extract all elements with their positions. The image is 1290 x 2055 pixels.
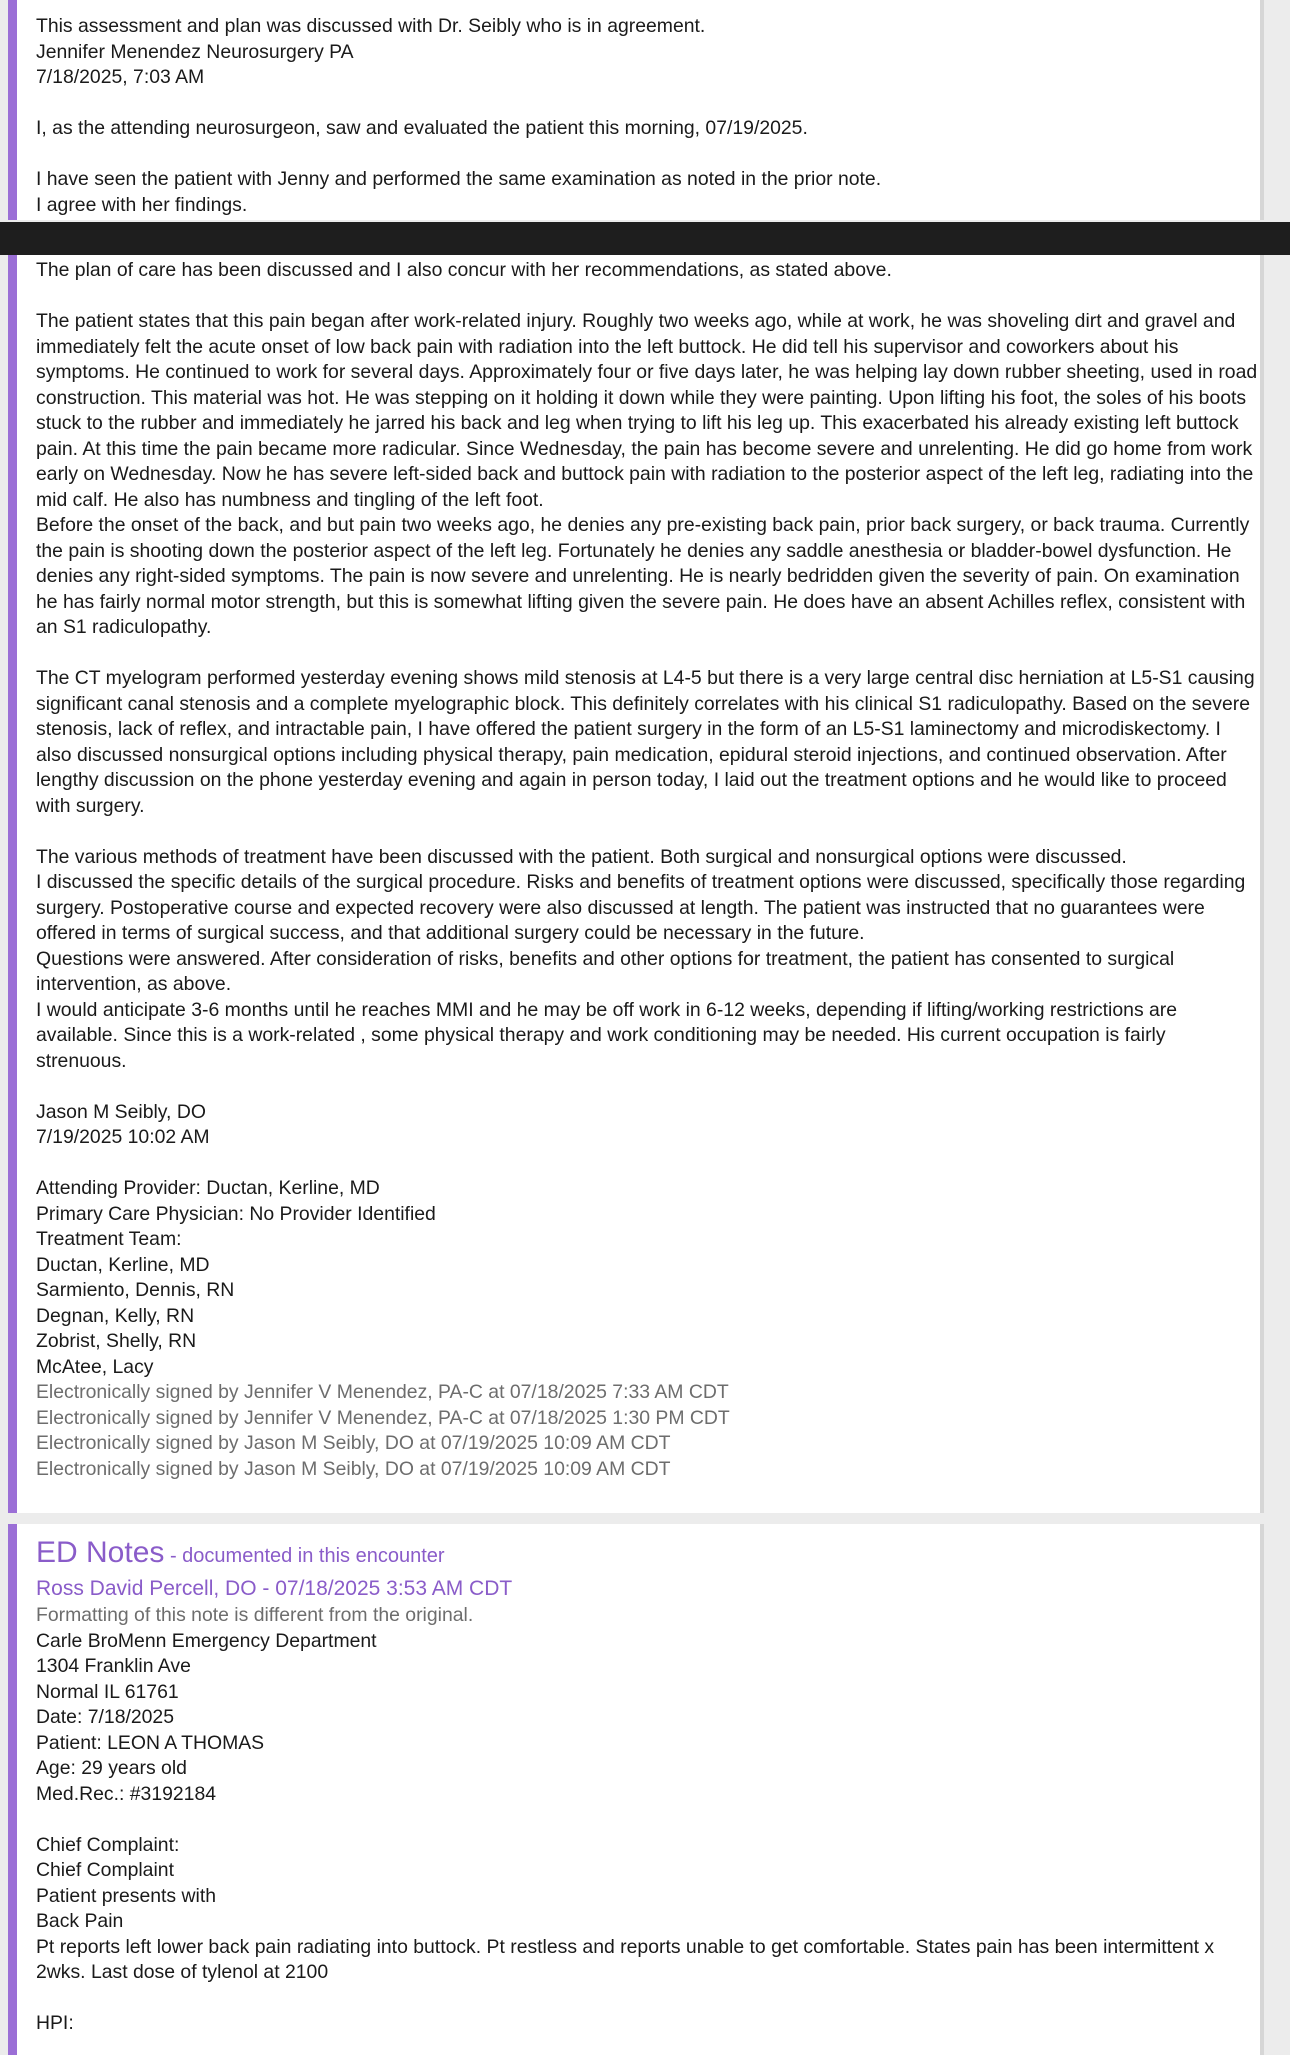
divider-bar — [0, 222, 1290, 255]
details-paragraph: I discussed the specific details of the surgical procedure. Risks and benefits of treatment options were discussed, specifically those regarding surgery. Postoperative course and expected recovery were also discussed at length. The patient was instructed that no guarantees were offered in terms of surgical success, and that additional surgery could be necessary in the future. — [36, 871, 1246, 944]
complaint-line: Chief Complaint — [36, 1859, 174, 1881]
note-line: This assessment and plan was discussed with Dr. Seibly who is in agreement. — [36, 15, 706, 37]
questions-paragraph: Questions were answered. After consideration of risks, benefits and other options for treatment, the patient has consented to surgical intervention, as above. — [36, 947, 1175, 995]
electronic-signature: Electronically signed by Jason M Seibly, DO at 07/19/2025 10:09 AM CDT — [36, 1432, 671, 1454]
attending-statement: I, as the attending neurosurgeon, saw and evaluated the patient this morning, 07/19/2025. — [36, 117, 808, 139]
electronic-signature: Electronically signed by Jason M Seibly, DO at 07/19/2025 10:09 AM CDT — [36, 1457, 671, 1480]
note-line: Jennifer Menendez Neurosurgery PA — [36, 40, 354, 63]
history-paragraph-2: Before the onset of the back, and but pain two weeks ago, he denies any pre-existing back pain, prior back surgery, or back trauma. Currently the pain is shooting down the posterior aspect of the left leg. Fortunately he denies any saddle anesthesia or bladder-bowel dysfunction. He denies any right-sided symptoms. The pain is now severe and unrelenting. He is nearly bedridden given the severity of pain. On examination he has fairly normal motor strength, but this is somewhat lifting given the severe pain. He does have an absent Achilles reflex, consistent with an S1 radiculopathy. — [36, 514, 1250, 638]
methods-line: The various methods of treatment have been discussed with the patient. Both surgical and nonsurgical options were discussed. — [36, 845, 1127, 868]
team-member: Ductan, Kerline, MD — [36, 1253, 210, 1276]
signer-name: Jason M Seibly, DO — [36, 1100, 206, 1123]
ed-notes-subtitle: - documented in this encounter — [164, 1545, 445, 1567]
ed-notes-panel — [8, 1524, 1264, 2055]
complaint-line: Patient presents with — [36, 1884, 216, 1907]
complaint-line: Back Pain — [36, 1910, 124, 1932]
note-line: I agree with her findings. — [36, 193, 248, 216]
attending-provider: Attending Provider: Ductan, Kerline, MD — [36, 1177, 380, 1199]
plan-concur: The plan of care has been discussed and I also concur with her recommendations, as stated above. — [36, 259, 892, 281]
hpi-label: HPI: — [36, 2012, 74, 2034]
header-line: Carle BroMenn Emergency Department — [36, 1629, 377, 1652]
signer-time: 7/19/2025 10:02 AM — [36, 1126, 210, 1148]
note-line: I have seen the patient with Jenny and performed the same examination as noted in the prior note. — [36, 168, 882, 190]
team-member: Zobrist, Shelly, RN — [36, 1330, 197, 1352]
header-line: Normal IL 61761 — [36, 1680, 179, 1703]
primary-care-physician: Primary Care Physician: No Provider Identified — [36, 1202, 436, 1225]
note-panel-top — [8, 0, 1264, 220]
anticipate-paragraph: I would anticipate 3-6 months until he reaches MMI and he may be off work in 6-12 weeks, depending if lifting/working restrictions are available. Since this is a work-related , some physical therapy and work conditioning may be needed. His current occupation is fairly strenuous. — [36, 998, 1178, 1072]
header-line: Patient: LEON A THOMAS — [36, 1731, 265, 1754]
note-author-link[interactable]: Ross David Percell, DO - 07/18/2025 3:53 AM CDT — [36, 1577, 513, 1600]
complaint-line: Chief Complaint: — [36, 1833, 180, 1856]
formatting-notice: Formatting of this note is different from the original. — [36, 1604, 474, 1626]
team-member: Sarmiento, Dennis, RN — [36, 1279, 235, 1301]
header-line: Med.Rec.: #3192184 — [36, 1782, 217, 1805]
imaging-paragraph: The CT myelogram performed yesterday evening shows mild stenosis at L4-5 but there is a very large central disc herniation at L5-S1 causing significant canal stenosis and a complete myelographic block. This definitely correlates with his clinical S1 radiculopathy. Based on the severe stenosis, lack of reflex, and intractable pain, I have offered the patient surgery in the form of an L5-S1 laminectomy and microdiskectomy. I also discussed nonsurgical options including physical therapy, pain medication, epidural steroid injections, and continued observation. After lengthy discussion on the phone yesterday evening and again in person today, I laid out the treatment options and he would like to proceed with surgery. — [36, 667, 1255, 817]
note-panel-main — [8, 255, 1264, 1513]
note-line: 7/18/2025, 7:03 AM — [36, 66, 205, 88]
header-line: 1304 Franklin Ave — [36, 1655, 191, 1677]
ed-notes-heading — [36, 1534, 1260, 1575]
complaint-detail: Pt reports left lower back pain radiating into buttock. Pt restless and reports unable to get comfortable. States pain has been intermittent x 2wks. Last dose of tylenol at 2100 — [36, 1935, 1215, 1983]
header-line: Age: 29 years old — [36, 1757, 187, 1779]
header-line: Date: 7/18/2025 — [36, 1706, 174, 1728]
history-paragraph: The patient states that this pain began after work-related injury. Roughly two weeks ago, while at work, he was shoveling dirt and gravel and immediately felt the acute onset of low back pain with radiation into the left buttock. He did tell his supervisor and coworkers about his symptoms. He continued to work for several days. Approximately four or five days later, he was helping lay down rubber sheeting, used in road construction. This material was hot. He was stepping on it holding it down while they were painting. Upon lifting his foot, the soles of his boots stuck to the rubber and immediately he jarred his back and leg when trying to lift his leg up. This exacerbated his already existing left buttock pain. At this time the pain became more radicular. Since Wednesday, the pain has become severe and unrelenting. He did go home from work early on Wednesday. Now he has severe left-sided back and buttock pain with radiation to the posterior aspect of the left leg, radiating into the mid calf. He also has numbness and tingling of the left foot. — [36, 310, 1258, 511]
treatment-team-label: Treatment Team: — [36, 1228, 182, 1250]
team-member: Degnan, Kelly, RN — [36, 1304, 195, 1327]
ed-notes-title[interactable]: ED Notes — [36, 1536, 165, 1569]
electronic-signature: Electronically signed by Jennifer V Menendez, PA-C at 07/18/2025 7:33 AM CDT — [36, 1381, 729, 1403]
electronic-signature: Electronically signed by Jennifer V Menendez, PA-C at 07/18/2025 1:30 PM CDT — [36, 1406, 730, 1429]
team-member: McAtee, Lacy — [36, 1355, 154, 1378]
